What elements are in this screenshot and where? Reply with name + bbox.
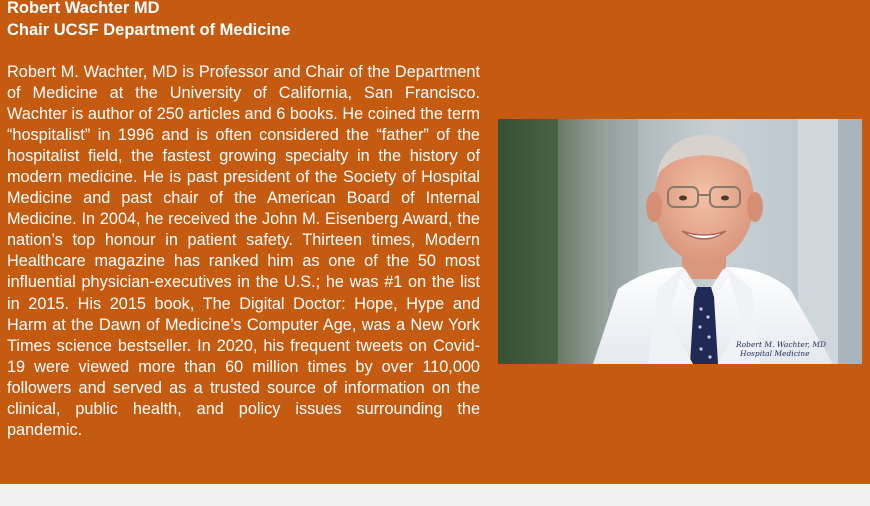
biography-text: Robert M. Wachter, MD is Professor and Chair of the Department of Medicine at the University of California, San Francisco. Wachter is author of 250 articles and 6 books. He coined the term “hospitalist” in 1996 and is often considered the “father” of the hospitalist field, the fastest growing specialty in the history of modern medicine. He is past president of the Society of Hospital Medicine and past chair of the American Board of Internal Medicine. In 2004, he received the John M. Eisenberg Award, the nation’s top honour in patient safety. Thirteen times, Modern Healthcare magazine has ranked him as one of the 50 most influential physician-executives in the U.S.; he was #1 on the list in 2015. His 2015 book, The Digital Doctor: Hope, Hype and Harm at the Dawn of Medicine’s Computer Age, was a New York Times science bestseller. In 2020, his frequent tweets on Covid-19 were viewed more than 60 million times by over 110,000 followers and served as a trusted source of information on the clinical, public health, and policy issues surrounding the pandemic.: [7, 63, 480, 439]
portrait-photo: [498, 119, 862, 364]
svg-text:Hospital Medicine: Hospital Medicine: [740, 349, 810, 358]
person-title: Chair UCSF Department of Medicine: [7, 21, 291, 39]
person-name: Robert Wachter MD: [7, 0, 160, 17]
bottom-strip: [0, 484, 870, 506]
svg-text:Robert M. Wachter, MD: Robert M. Wachter, MD: [736, 340, 827, 349]
